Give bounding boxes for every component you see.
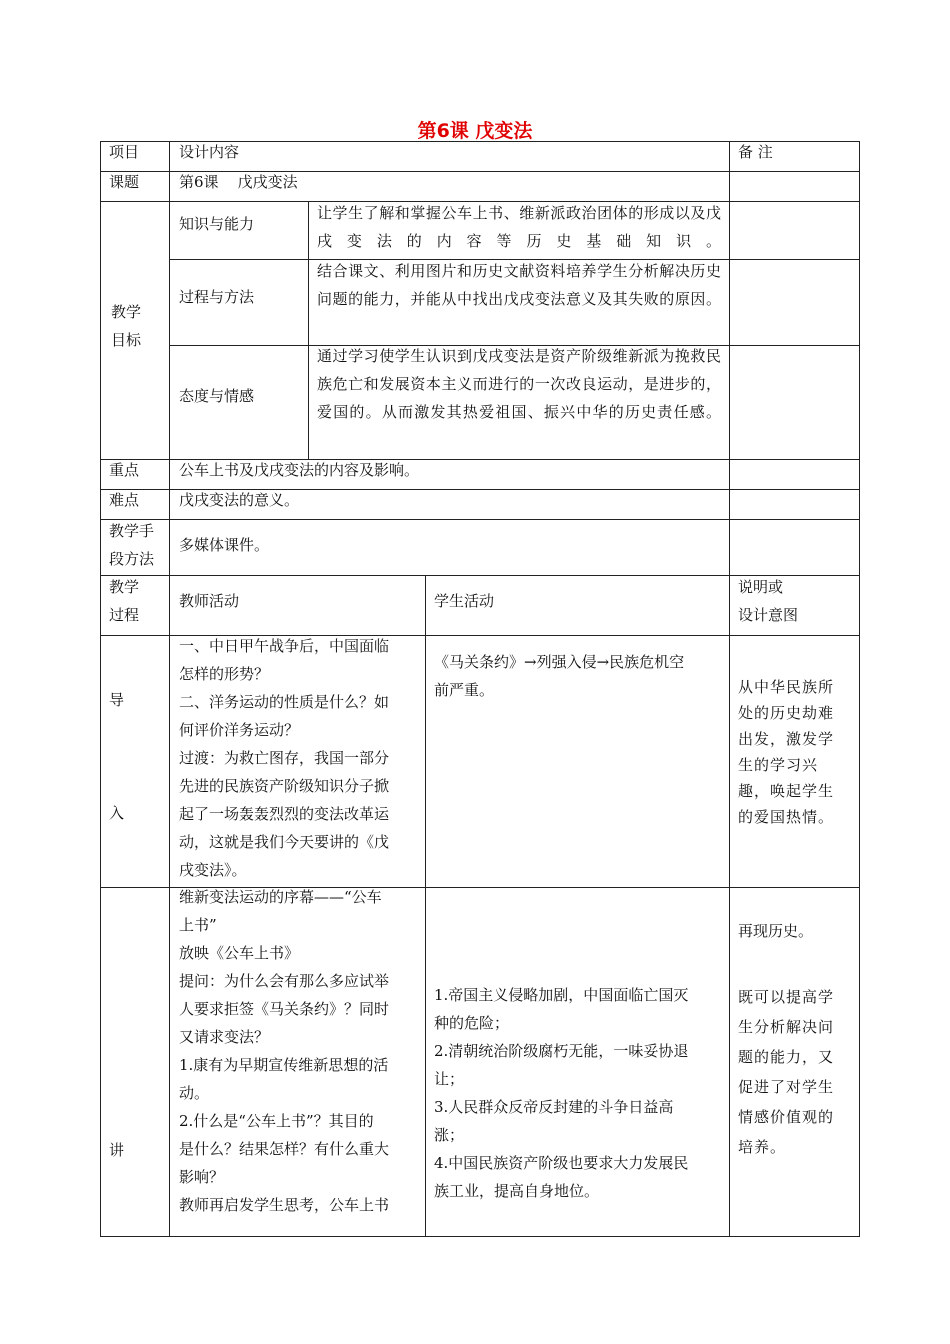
col-divider xyxy=(169,142,170,1236)
header-note: 备 注 xyxy=(738,143,773,161)
process-label: 教学 过程 xyxy=(109,578,140,624)
lecture-student-activity: 1.帝国主义侵略加剧，中国面临亡国灭 种的危险； 2.清朝统治阶级腐朽无能，一味妥协退 让； 3.人民群众反帝反封建的斗争日益高 涨； 4.中国民族资产阶级也要求大力发展民 族工业，提高自身地位。 xyxy=(434,986,689,1200)
col-divider xyxy=(729,142,730,1236)
objective-name: 知识与能力 xyxy=(179,215,255,233)
methods-text: 多媒体课件。 xyxy=(179,536,270,554)
lecture-label: 讲 xyxy=(109,1141,125,1159)
intro-label-top: 导 xyxy=(109,691,125,709)
note-header: 说明或 设计意图 xyxy=(738,578,799,624)
teacher-activity-header: 教师活动 xyxy=(179,592,240,610)
intro-label-bottom: 入 xyxy=(109,804,125,822)
lesson-label: 课题 xyxy=(109,173,140,191)
document-title: 第6课 戊变法 xyxy=(417,120,533,142)
header-item: 项目 xyxy=(109,143,140,161)
key-point-text: 公车上书及戊戌变法的内容及影响。 xyxy=(179,461,420,479)
lecture-note-b: 既可以提高学 生分析解决问 题的能力，又 促进了对学生 情感价值观的 培养。 xyxy=(738,988,835,1156)
header-content: 设计内容 xyxy=(179,143,240,161)
lesson-plan-table xyxy=(100,141,860,1237)
lecture-note-a: 再现历史。 xyxy=(738,922,814,940)
objective-text: 通过学习使学生认识到戊戌变法是资产阶级维新派为挽救民族危亡和发展资本主义而进行的一次改良运动，是进步的，爱国的。从而激发其热爱祖国、振兴中华的历史责任感。 xyxy=(317,347,721,421)
difficulty-text: 戊戌变法的意义。 xyxy=(179,491,300,509)
lesson-value: 第6课 戊戌变法 xyxy=(179,173,298,191)
objective-name: 过程与方法 xyxy=(179,288,255,306)
objective-name: 态度与情感 xyxy=(179,387,255,405)
student-activity-header: 学生活动 xyxy=(434,592,495,610)
difficulty-label: 难点 xyxy=(109,491,140,509)
objective-text: 让学生了解和掌握公车上书、维新派政治团体的形成以及戊戌变法的内容等历史基础知识。 xyxy=(317,204,721,250)
objective-text: 结合课文、利用图片和历史文献资料培养学生分析解决历史问题的能力，并能从中找出戊戌变法意义及其失败的原因。 xyxy=(317,262,721,308)
intro-teacher-activity: 一、中日甲午战争后，中国面临 怎样的形势？ 二、洋务运动的性质是什么？如 何评价洋务运动？ 过渡：为救亡图存，我国一部分 先进的民族资产阶级知识分子掀 起了一场轰轰烈烈的变法改革运 动，这就是我们今天要讲的《戊 戌变法》。 xyxy=(179,637,390,879)
intro-student-activity: 《马关条约》→列强入侵→民族危机空 前严重。 xyxy=(434,653,685,699)
lecture-teacher-activity: 维新变法运动的序幕——“公车 上书” 放映《公车上书》 提问：为什么会有那么多应试举 人要求拒签《马关条约》？同时 又请求变法？ 1.康有为早期宣传维新思想的活 动。 2.什么是“公车上书”？其目的 是什么？结果怎样？有什么重大 影响？ 教师再启发学生思考，公车上书 xyxy=(179,888,390,1214)
key-point-label: 重点 xyxy=(109,461,140,479)
col-divider xyxy=(308,201,309,459)
objectives-label: 教学 目标 xyxy=(111,303,142,349)
row-divider xyxy=(101,519,859,520)
col-divider xyxy=(425,575,426,1236)
methods-label: 教学手 段方法 xyxy=(109,522,155,568)
intro-note: 从中华民族所 处的历史劫难 出发，激发学 生的学习兴 趣，唤起学生 的爱国热情。 xyxy=(738,678,835,826)
